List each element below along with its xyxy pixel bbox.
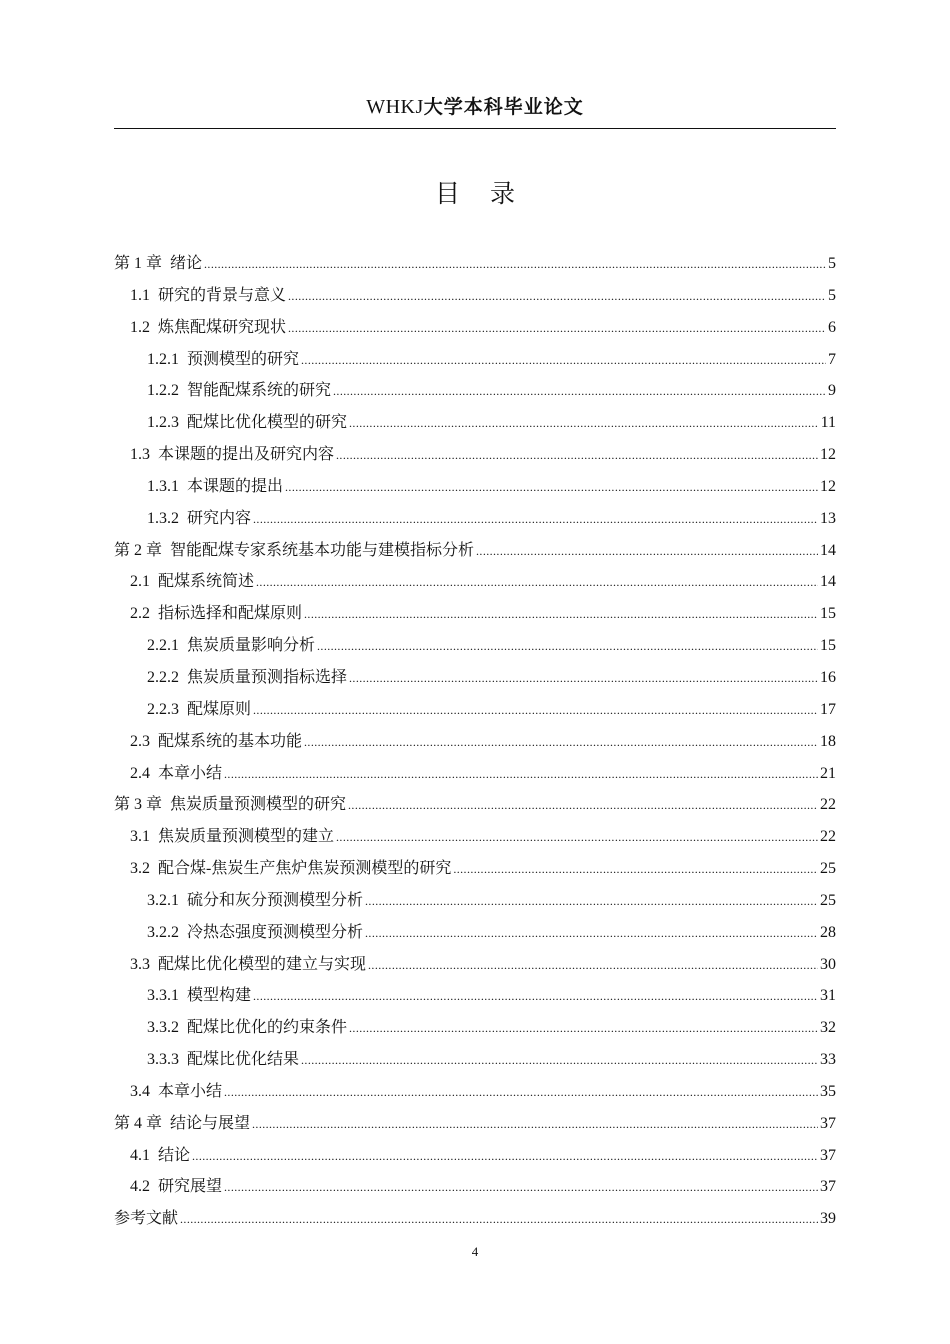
toc-dot-leader: [204, 257, 826, 272]
toc-entry[interactable]: [114, 887, 836, 919]
toc-entry-title: 绪论: [170, 255, 203, 272]
toc-entry-title: 配煤系统的基本功能: [158, 732, 303, 750]
toc-entry-page: 11: [820, 414, 836, 432]
toc-entry-number: 3.3.2: [147, 1019, 187, 1037]
toc-entry-page: 5: [828, 286, 836, 304]
toc-entry-page: 7: [828, 350, 836, 368]
toc-entry-number: 2.3: [130, 732, 158, 750]
toc-dot-leader: [304, 735, 818, 750]
toc-dot-leader: [304, 607, 818, 622]
toc-entry-title: 智能配煤专家系统基本功能与建模指标分析: [170, 541, 475, 559]
toc-entry[interactable]: [114, 1014, 836, 1046]
toc-entry-page: 22: [820, 796, 836, 814]
toc-entry[interactable]: [114, 951, 836, 983]
toc-dot-leader: [253, 512, 818, 527]
toc-entry-title: 研究内容: [187, 509, 252, 527]
toc-entry-number: 2.2: [130, 605, 158, 623]
toc-entry-page: 28: [820, 923, 836, 941]
toc-dot-leader: [224, 767, 818, 782]
toc-dot-leader: [365, 926, 818, 941]
toc-entry-title: 本章小结: [158, 1082, 223, 1100]
toc-entry-page: 15: [820, 605, 836, 623]
toc-entry-title: 焦炭质量预测模型的建立: [158, 828, 335, 846]
toc-entry-number: 2.1: [130, 573, 158, 591]
toc-entry-page: 9: [828, 382, 836, 400]
toc-entry-number: 1.1: [130, 286, 158, 304]
toc-entry-number: 4.1: [130, 1146, 158, 1164]
toc-entry-number: 1.3: [130, 446, 158, 464]
toc-entry-title: 硫分和灰分预测模型分析: [187, 891, 364, 909]
toc-entry-number: 4.2: [130, 1178, 158, 1196]
toc-entry-page: 30: [820, 955, 836, 973]
toc-entry[interactable]: [114, 791, 836, 823]
toc-dot-leader: [453, 862, 818, 877]
toc-dot-leader: [317, 639, 818, 654]
toc-entry[interactable]: [114, 568, 836, 600]
toc-entry-page: 35: [820, 1082, 836, 1100]
toc-entry[interactable]: [114, 505, 836, 537]
toc-entry[interactable]: [114, 377, 836, 409]
toc-entry-page: 17: [820, 700, 836, 718]
toc-dot-leader: [180, 1212, 818, 1227]
toc-entry-title: 配煤比优化模型的研究: [187, 414, 348, 432]
toc-entry-title: 配煤比优化的约束条件: [187, 1019, 348, 1037]
toc-entry[interactable]: [114, 760, 836, 792]
toc-entry[interactable]: [114, 664, 836, 696]
toc-dot-leader: [192, 1149, 818, 1164]
toc-entry-page: 25: [820, 891, 836, 909]
toc-dot-leader: [368, 958, 818, 973]
toc-entry[interactable]: [114, 250, 836, 282]
toc-entry-page: 37: [820, 1146, 836, 1164]
toc-entry-title: 配煤比优化模型的建立与实现: [158, 955, 367, 973]
toc-entry-page: 37: [820, 1114, 836, 1132]
toc-entry-number: 1.2: [130, 318, 158, 336]
toc-entry-page: 5: [828, 255, 836, 272]
toc-entry-number: 3.2: [130, 860, 158, 878]
toc-dot-leader: [349, 416, 819, 431]
toc-dot-leader: [224, 1180, 818, 1195]
toc-entry-number: 3.3.1: [147, 987, 187, 1005]
toc-entry[interactable]: [114, 346, 836, 378]
toc-entry-title: 结论与展望: [170, 1114, 251, 1132]
toc-dot-leader: [256, 575, 818, 590]
toc-entry-page: 22: [820, 828, 836, 846]
toc-entry-page: 32: [820, 1019, 836, 1037]
toc-entry-title: 本章小结: [158, 764, 223, 782]
toc-entry-page: 12: [820, 477, 836, 495]
toc-entry-title: 配合煤-焦炭生产焦炉焦炭预测模型的研究: [158, 860, 452, 878]
toc-entry-page: 37: [820, 1178, 836, 1196]
toc-entry-page: 16: [820, 668, 836, 686]
toc-entry-title: 冷热态强度预测模型分析: [187, 923, 364, 941]
toc-dot-leader: [348, 798, 818, 813]
toc-entry-number: 2.4: [130, 764, 158, 782]
toc-dot-leader: [365, 894, 818, 909]
toc-entry[interactable]: [114, 1078, 836, 1110]
toc-entry-title: 焦炭质量预测模型的研究: [170, 796, 347, 814]
toc-entry-title: 焦炭质量预测指标选择: [187, 668, 348, 686]
header-school-name: WHKJ: [366, 96, 424, 118]
toc-entry-number: 第 2 章: [114, 541, 171, 559]
toc-entry-page: 6: [828, 318, 836, 336]
toc-dot-leader: [288, 321, 826, 336]
toc-entry[interactable]: [114, 728, 836, 760]
toc-entry[interactable]: [114, 632, 836, 664]
toc-entry-number: 1.3.2: [147, 509, 187, 527]
toc-entry-page: 25: [820, 860, 836, 878]
toc-dot-leader: [349, 1021, 818, 1036]
toc-entry-number: 2.2.2: [147, 668, 187, 686]
toc-entry[interactable]: [114, 1205, 836, 1237]
toc-dot-leader: [336, 448, 818, 463]
toc-entry[interactable]: [114, 282, 836, 314]
toc-entry[interactable]: [114, 696, 836, 728]
toc-entry[interactable]: [114, 823, 836, 855]
toc-entry[interactable]: [114, 441, 836, 473]
toc-dot-leader: [285, 480, 818, 495]
toc-entry-title: 预测模型的研究: [187, 350, 300, 368]
toc-entry-title: 配煤原则: [187, 700, 252, 718]
toc-dot-leader: [288, 289, 826, 304]
toc-entry-number: 3.2.1: [147, 891, 187, 909]
toc-entry-title: 智能配煤系统的研究: [187, 382, 332, 400]
toc-entry-page: 12: [820, 446, 836, 464]
toc-entry-number: 1.2.3: [147, 414, 187, 432]
toc-entry-title: 本课题的提出: [187, 477, 284, 495]
toc-entry-title: 研究的背景与意义: [158, 286, 287, 304]
toc-entry-number: 2.2.3: [147, 700, 187, 718]
toc-entry-title: 结论: [158, 1146, 191, 1164]
toc-entry-title: 炼焦配煤研究现状: [158, 318, 287, 336]
toc-entry-number: 3.3: [130, 955, 158, 973]
toc-dot-leader: [301, 353, 826, 368]
toc-entry-page: 18: [820, 732, 836, 750]
toc-entry-title: 焦炭质量影响分析: [187, 637, 316, 655]
toc-entry-title: 参考文献: [114, 1210, 179, 1228]
toc-entry-number: 3.2.2: [147, 923, 187, 941]
toc-entry-number: 3.3.3: [147, 1051, 187, 1069]
toc-entry-page: 33: [820, 1051, 836, 1069]
toc-entry[interactable]: [114, 409, 836, 441]
toc-entry-number: 1.3.1: [147, 477, 187, 495]
toc-dot-leader: [333, 384, 826, 399]
toc-entry-title: 模型构建: [187, 987, 252, 1005]
toc-dot-leader: [336, 830, 818, 845]
toc-entry-page: 13: [820, 509, 836, 527]
toc-entry[interactable]: [114, 1046, 836, 1078]
running-header: [114, 92, 836, 119]
toc-dot-leader: [252, 1117, 818, 1132]
toc-title: 目录: [434, 179, 545, 208]
toc-entry-title: 指标选择和配煤原则: [158, 605, 303, 623]
toc-entry[interactable]: [114, 1110, 836, 1142]
toc-entry-number: 1.2.1: [147, 350, 187, 368]
toc-entry[interactable]: [114, 1142, 836, 1174]
page-number: 4: [471, 1244, 479, 1259]
toc-entry[interactable]: [114, 855, 836, 887]
toc-entry-number: 1.2.2: [147, 382, 187, 400]
toc-dot-leader: [253, 703, 818, 718]
toc-entry-number: 3.1: [130, 828, 158, 846]
header-title: 大学本科毕业论文: [423, 96, 584, 118]
toc-entry-number: 2.2.1: [147, 637, 187, 655]
toc-entry[interactable]: [114, 537, 836, 569]
toc-entry-title: 配煤比优化结果: [187, 1051, 300, 1069]
toc-entry-number: 3.4: [130, 1082, 158, 1100]
toc-entry[interactable]: [114, 314, 836, 346]
toc-entry-page: 31: [820, 987, 836, 1005]
table-of-contents: [114, 250, 836, 1237]
toc-entry-title: 配煤系统简述: [158, 573, 255, 591]
toc-entry-page: 14: [820, 541, 836, 559]
toc-entry[interactable]: [114, 473, 836, 505]
toc-entry-page: 14: [820, 573, 836, 591]
toc-dot-leader: [476, 544, 818, 559]
toc-entry-title: 研究展望: [158, 1178, 223, 1196]
header-rule: [114, 128, 836, 129]
toc-entry-number: 第 3 章: [114, 796, 171, 814]
toc-entry-number: 第 4 章: [114, 1114, 171, 1132]
toc-dot-leader: [224, 1085, 818, 1100]
toc-entry-page: 39: [820, 1210, 836, 1228]
toc-entry[interactable]: [114, 982, 836, 1014]
toc-dot-leader: [349, 671, 818, 686]
toc-dot-leader: [253, 989, 818, 1004]
toc-entry-page: 15: [820, 637, 836, 655]
toc-entry[interactable]: [114, 919, 836, 951]
toc-entry-number: 第 1 章: [114, 255, 171, 272]
toc-entry[interactable]: [114, 1173, 836, 1205]
toc-entry[interactable]: [114, 600, 836, 632]
toc-dot-leader: [301, 1053, 818, 1068]
toc-entry-title: 本课题的提出及研究内容: [158, 446, 335, 464]
toc-entry-page: 21: [820, 764, 836, 782]
